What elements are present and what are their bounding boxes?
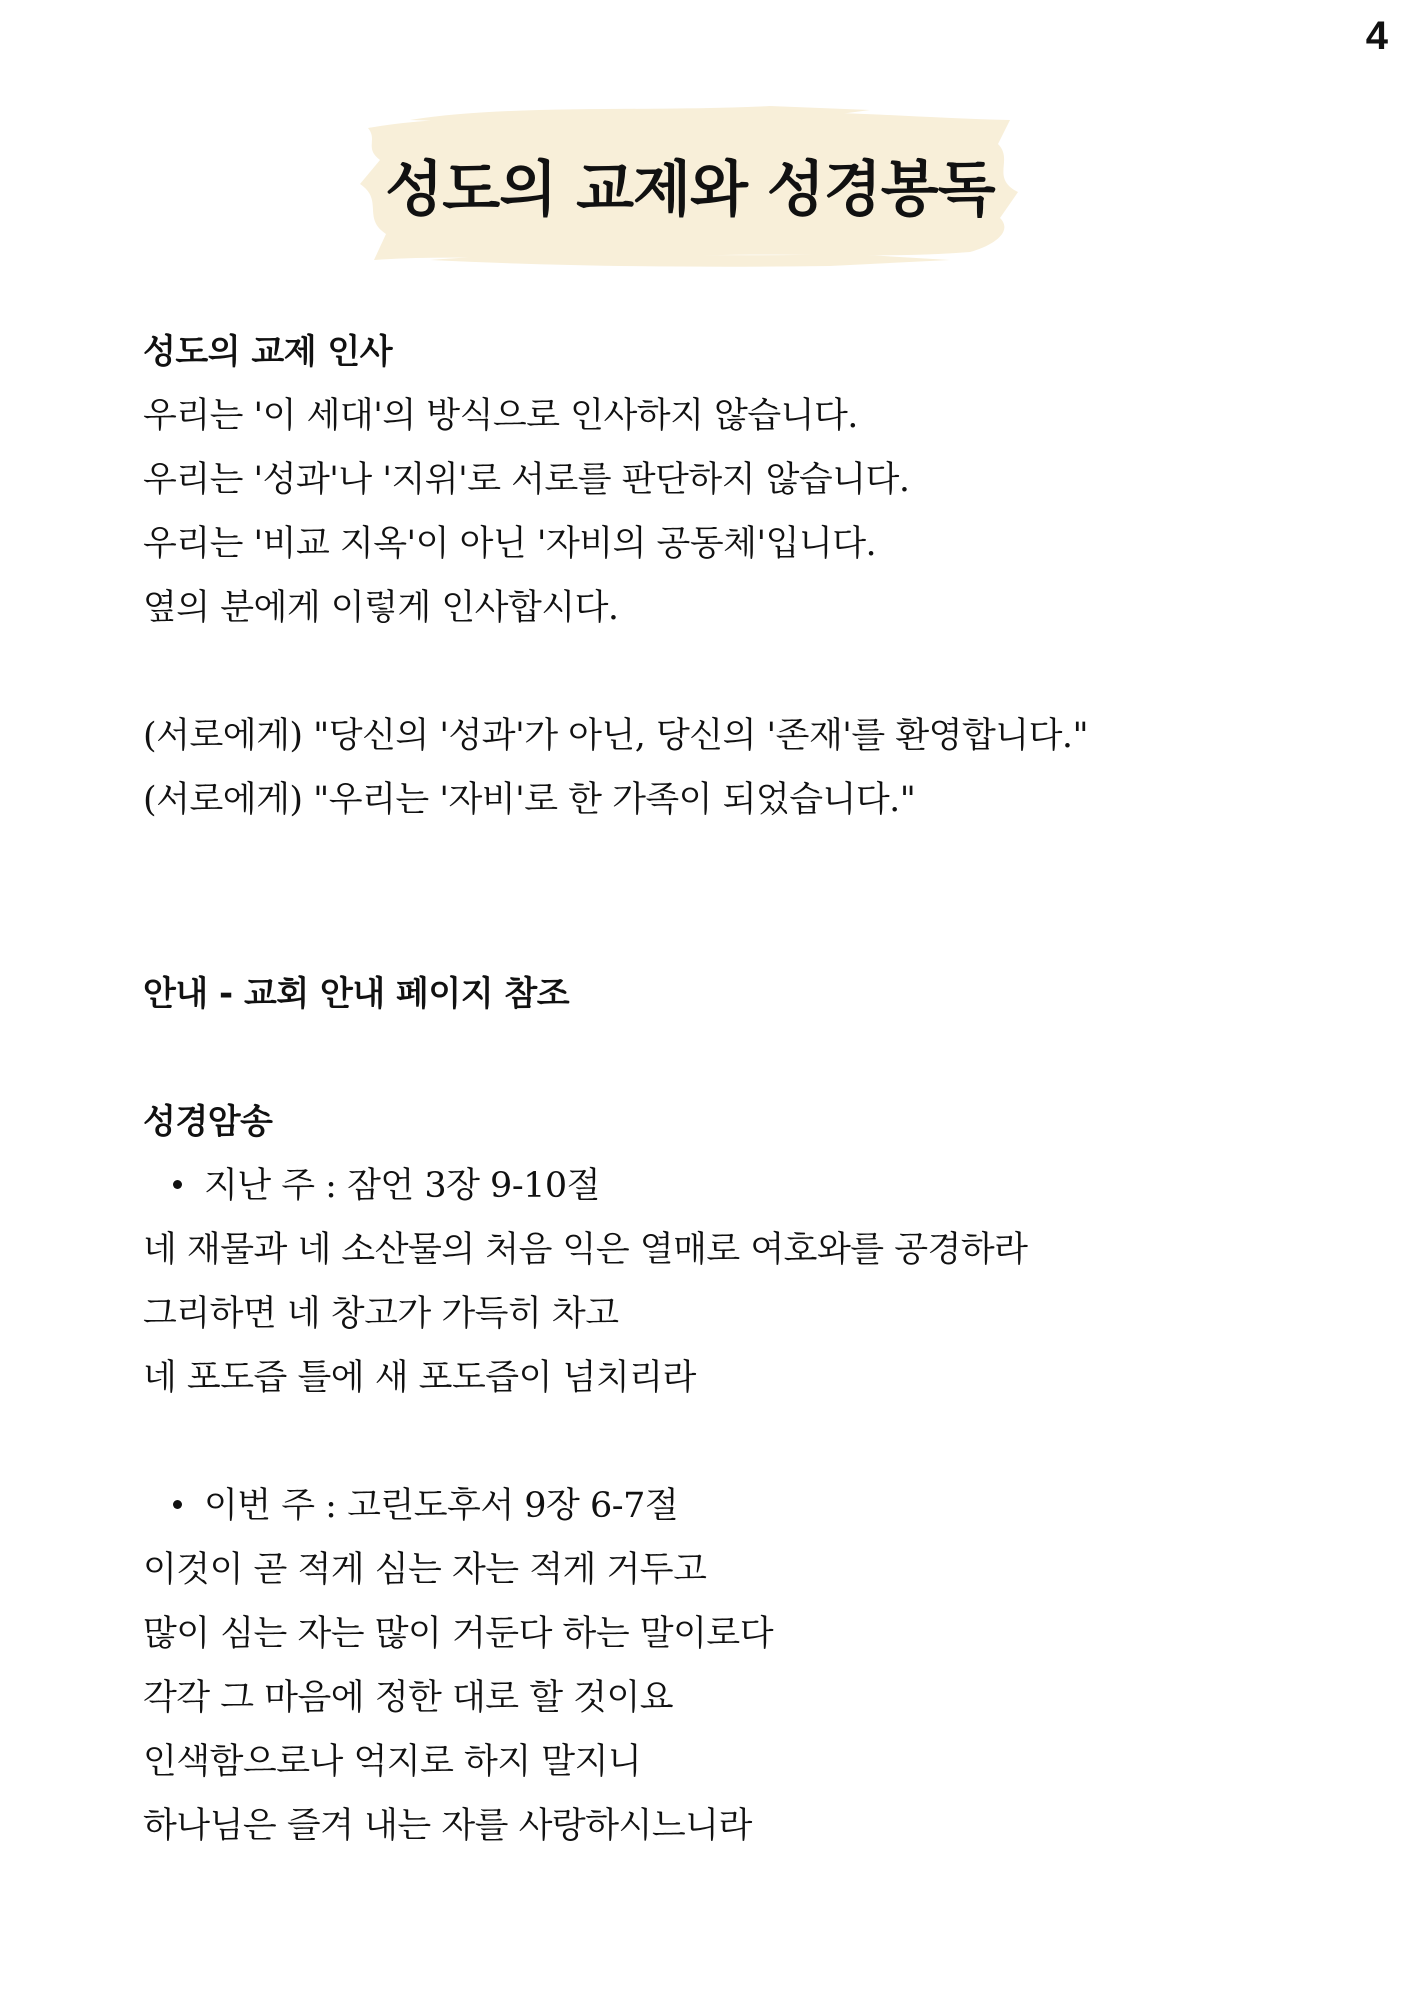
greeting-line: 우리는 '비교 지옥'이 아닌 '자비의 공동체'입니다. xyxy=(143,524,877,564)
page-title: 성도의 교제와 성경봉독 xyxy=(385,155,995,225)
last-week-reference xyxy=(143,1154,1343,1218)
page-number: 4 xyxy=(1365,14,1388,58)
bullet-icon xyxy=(173,1500,182,1509)
verse-line: 각각 그 마음에 정한 대로 할 것이요 xyxy=(143,1678,674,1718)
greeting-line: 우리는 '성과'나 '지위'로 서로를 판단하지 않습니다. xyxy=(143,460,910,500)
verse-line: 이것이 곧 적게 심는 자는 적게 거두고 xyxy=(143,1550,707,1590)
verse-line: 네 재물과 네 소산물의 처음 익은 열매로 여호와를 공경하라 xyxy=(143,1230,1028,1270)
this-week-label: 이번 주 : 고린도후서 9장 6-7절 xyxy=(204,1486,679,1526)
last-week-label: 지난 주 : 잠언 3장 9-10절 xyxy=(204,1166,600,1206)
memorization-heading: 성경암송 xyxy=(143,1102,273,1142)
verse-line: 네 포도즙 틀에 새 포도즙이 넘치리라 xyxy=(143,1358,696,1398)
greeting-exchange: (서로에게) "당신의 '성과'가 아닌, 당신의 '존재'를 환영합니다." xyxy=(143,716,1089,756)
greeting-exchange: (서로에게) "우리는 '자비'로 한 가족이 되었습니다." xyxy=(143,780,916,820)
verse-line: 많이 심는 자는 많이 거둔다 하는 말이로다 xyxy=(143,1614,774,1654)
main-content xyxy=(143,320,1343,1858)
greeting-line: 우리는 '이 세대'의 방식으로 인사하지 않습니다. xyxy=(143,396,858,436)
verse-line: 하나님은 즐겨 내는 자를 사랑하시느니라 xyxy=(143,1806,752,1846)
this-week-reference xyxy=(143,1474,1343,1538)
verse-line: 인색함으로나 억지로 하지 말지니 xyxy=(143,1742,642,1782)
greeting-heading: 성도의 교제 인사 xyxy=(143,332,393,372)
notice-heading: 안내 - 교회 안내 페이지 참조 xyxy=(143,974,570,1014)
bullet-icon xyxy=(173,1180,182,1189)
greeting-line: 옆의 분에게 이렇게 인사합시다. xyxy=(143,588,619,628)
title-banner xyxy=(350,100,1030,270)
verse-line: 그리하면 네 창고가 가득히 차고 xyxy=(143,1294,619,1334)
